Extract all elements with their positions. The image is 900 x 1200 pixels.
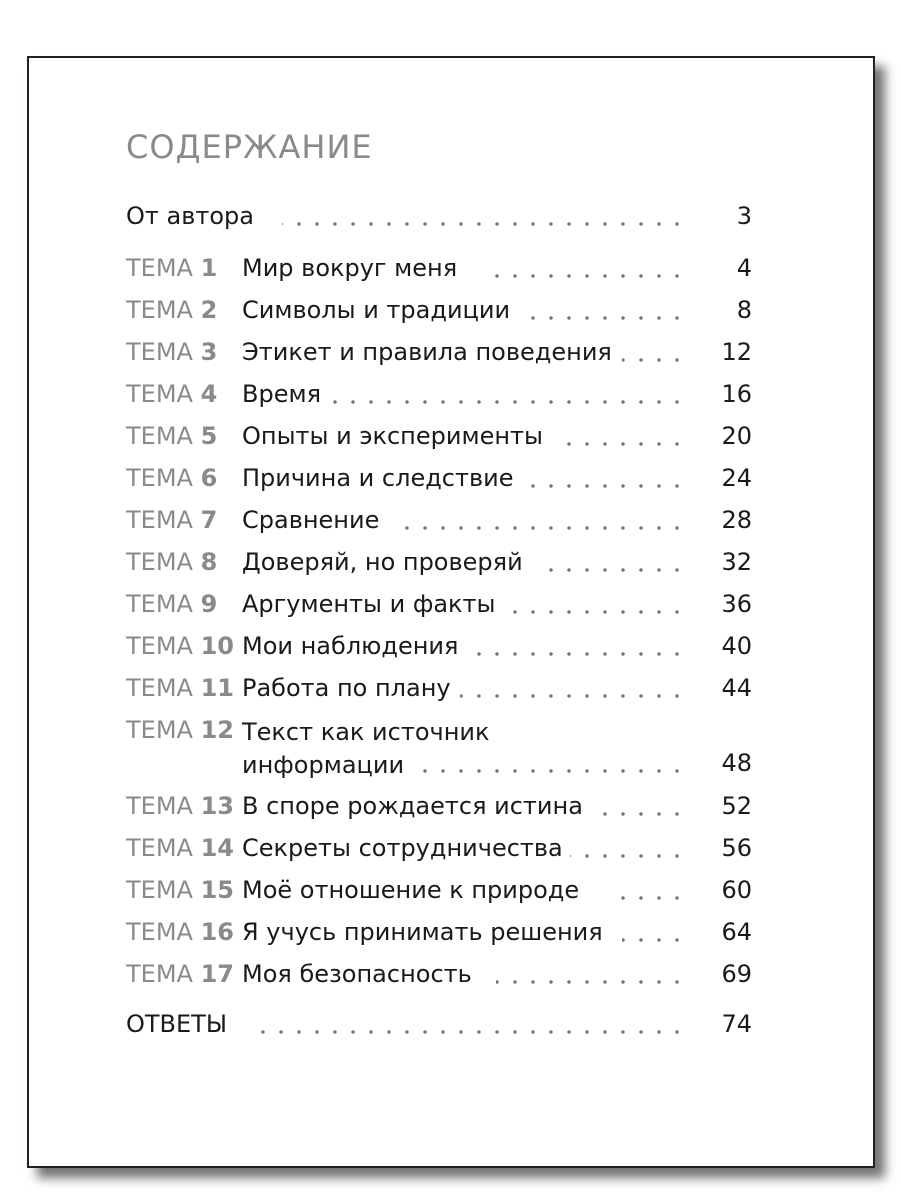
toc-entry-topic-6[interactable] xyxy=(126,464,752,496)
topic-label: ТЕМА 5 xyxy=(126,422,218,450)
topic-label: ТЕМА 15 xyxy=(126,876,234,904)
toc-entry-topic-11[interactable] xyxy=(126,674,752,706)
toc-entry-text: От автора xyxy=(126,202,254,230)
toc-entry-topic-10[interactable] xyxy=(126,632,752,664)
toc-entry-text: Мои наблюдения xyxy=(242,632,459,660)
dot-leader xyxy=(622,938,686,942)
toc-page-number: 4 xyxy=(736,254,752,282)
dot-leader xyxy=(282,222,686,226)
dot-leader xyxy=(562,442,686,446)
toc-page-number: 74 xyxy=(721,1010,752,1038)
topic-label: ТЕМА 14 xyxy=(126,834,234,862)
toc-entry-text: Сравнение xyxy=(242,506,380,534)
toc-entry-answers[interactable] xyxy=(126,1010,752,1042)
toc-page-number: 32 xyxy=(721,548,752,576)
toc-entry-topic-1[interactable] xyxy=(126,254,752,286)
toc-page-number: 56 xyxy=(721,834,752,862)
toc-entry-text: Я учусь принимать решения xyxy=(242,918,603,946)
toc-entry-topic-17[interactable] xyxy=(126,960,752,992)
dot-leader xyxy=(526,484,686,488)
topic-label: ТЕМА 13 xyxy=(126,792,234,820)
dot-leader xyxy=(544,568,686,572)
dot-leader xyxy=(622,358,686,362)
toc-entry-topic-5[interactable] xyxy=(126,422,752,454)
toc-page-number: 28 xyxy=(721,506,752,534)
topic-label: ТЕМА 7 xyxy=(126,506,218,534)
dot-leader xyxy=(250,1030,686,1034)
toc-page-number: 64 xyxy=(721,918,752,946)
dot-leader xyxy=(476,652,686,656)
toc-page-number: 12 xyxy=(721,338,752,366)
toc-entry-topic-13[interactable] xyxy=(126,792,752,824)
toc-page-number: 52 xyxy=(721,792,752,820)
toc-page-number: 3 xyxy=(736,202,752,230)
toc-entry-text-line-1: Текст как источник xyxy=(242,718,490,746)
toc-entry-topic-16[interactable] xyxy=(126,918,752,950)
toc-page-number: 69 xyxy=(721,960,752,988)
topic-label: ТЕМА 10 xyxy=(126,632,234,660)
toc-page-number: 16 xyxy=(721,380,752,408)
topic-label: ТЕМА 1 xyxy=(126,254,218,282)
dot-leader xyxy=(512,610,686,614)
toc-page-number: 8 xyxy=(736,296,752,324)
toc-page-number: 20 xyxy=(721,422,752,450)
toc-entry-text: ОТВЕТЫ xyxy=(126,1010,228,1038)
topic-label: ТЕМА 3 xyxy=(126,338,218,366)
toc-entry-topic-12[interactable] xyxy=(126,716,752,782)
dot-leader xyxy=(394,526,686,530)
topic-label: ТЕМА 4 xyxy=(126,380,218,408)
toc-entry-topic-2[interactable] xyxy=(126,296,752,328)
toc-page-number: 44 xyxy=(721,674,752,702)
dot-leader xyxy=(496,980,686,984)
toc-entry-text: Время xyxy=(242,380,322,408)
topic-label: ТЕМА 6 xyxy=(126,464,218,492)
toc-entry-text: Символы и традиции xyxy=(242,296,511,324)
toc-entry-intro[interactable] xyxy=(126,202,752,234)
topic-label: ТЕМА 17 xyxy=(126,960,234,988)
dot-leader xyxy=(416,769,686,773)
toc-page-number: 40 xyxy=(721,632,752,660)
toc-entry-text: Моя безопасность xyxy=(242,960,472,988)
toc-entry-text: Моё отношение к природе xyxy=(242,876,580,904)
toc-entry-topic-4[interactable] xyxy=(126,380,752,412)
toc-title: СОДЕРЖАНИЕ xyxy=(126,128,373,166)
toc-page-number: 60 xyxy=(721,876,752,904)
dot-leader xyxy=(460,694,686,698)
topic-label: ТЕМА 8 xyxy=(126,548,218,576)
dot-leader xyxy=(528,316,686,320)
dot-leader xyxy=(326,400,686,404)
dot-leader xyxy=(610,896,686,900)
toc-entry-text: Секреты сотрудничества xyxy=(242,834,563,862)
toc-entry-text: Мир вокруг меня xyxy=(242,254,458,282)
toc-entry-topic-14[interactable] xyxy=(126,834,752,866)
dot-leader xyxy=(482,274,686,278)
dot-leader xyxy=(592,812,686,816)
toc-entry-topic-15[interactable] xyxy=(126,876,752,908)
toc-page-number: 36 xyxy=(721,590,752,618)
toc-page-number: 24 xyxy=(721,464,752,492)
toc-entry-text: Аргументы и факты xyxy=(242,590,496,618)
toc-entry-topic-7[interactable] xyxy=(126,506,752,538)
topic-label: ТЕМА 9 xyxy=(126,590,218,618)
toc-entry-text: Опыты и эксперименты xyxy=(242,422,543,450)
toc-entry-text: Доверяй, но проверяй xyxy=(242,548,523,576)
dot-leader xyxy=(570,854,686,858)
topic-label: ТЕМА 11 xyxy=(126,674,234,702)
toc-page-number: 48 xyxy=(721,749,752,777)
topic-label: ТЕМА 16 xyxy=(126,918,234,946)
toc-entry-text-line-2: информации xyxy=(242,751,405,779)
toc-entry-text: Работа по плану xyxy=(242,674,451,702)
toc-entry-text: Этикет и правила поведения xyxy=(242,338,612,366)
toc-entry-topic-8[interactable] xyxy=(126,548,752,580)
topic-label: ТЕМА 2 xyxy=(126,296,218,324)
toc-entry-text: Причина и следствие xyxy=(242,464,514,492)
toc-entry-text: В споре рождается истина xyxy=(242,792,583,820)
topic-label: ТЕМА 12 xyxy=(126,716,234,744)
toc-entry-topic-3[interactable] xyxy=(126,338,752,370)
toc-entry-topic-9[interactable] xyxy=(126,590,752,622)
